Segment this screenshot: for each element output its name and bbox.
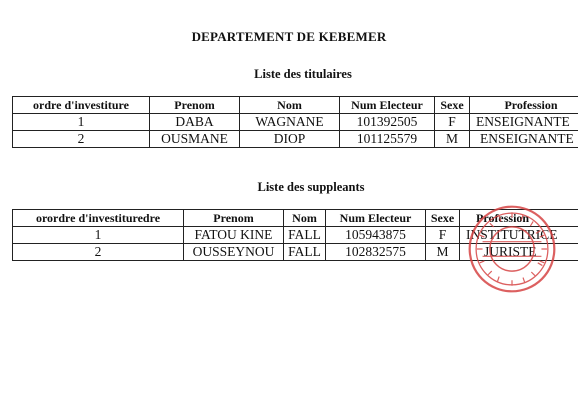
cell-nom: WAGNANE — [240, 114, 340, 131]
titulaires-title: Liste des titulaires — [254, 67, 352, 81]
cell-ordre: 2 — [13, 131, 150, 148]
cell-profession: ENSEIGNANTE — [470, 131, 578, 148]
header-ordre: orordre d'investituredre — [13, 210, 184, 227]
suppleants-table — [12, 209, 578, 261]
header-ordre: ordre d'investiture — [13, 97, 150, 114]
header-nom: Nom — [284, 210, 326, 227]
cell-profession: INSTITUTRICE — [460, 227, 578, 244]
cell-num-electeur: 101125579 — [340, 131, 435, 148]
table-header-row — [13, 210, 578, 227]
titulaires-table — [12, 96, 578, 148]
table-row — [13, 244, 578, 261]
cell-sexe: F — [435, 114, 470, 131]
cell-num-electeur: 105943875 — [326, 227, 426, 244]
header-sexe: Sexe — [435, 97, 470, 114]
cell-num-electeur: 101392505 — [340, 114, 435, 131]
header-sexe: Sexe — [426, 210, 460, 227]
cell-sexe: M — [426, 244, 460, 261]
table-row — [13, 227, 578, 244]
header-prenom: Prenom — [184, 210, 284, 227]
suppleants-title: Liste des suppleants — [257, 180, 365, 194]
header-profession: Profession — [460, 210, 578, 227]
table-header-row — [13, 97, 578, 114]
table-row — [13, 114, 578, 131]
header-num-electeur: Num Electeur — [340, 97, 435, 114]
department-title: DEPARTEMENT DE KEBEMER — [191, 29, 387, 44]
cell-nom: FALL — [284, 244, 326, 261]
cell-ordre: 2 — [13, 244, 184, 261]
cell-prenom: DABA — [150, 114, 240, 131]
header-nom: Nom — [240, 97, 340, 114]
cell-prenom: OUSSEYNOU — [184, 244, 284, 261]
cell-sexe: M — [435, 131, 470, 148]
header-num-electeur: Num Electeur — [326, 210, 426, 227]
cell-ordre: 1 — [13, 227, 184, 244]
cell-ordre: 1 — [13, 114, 150, 131]
cell-prenom: FATOU KINE — [184, 227, 284, 244]
cell-sexe: F — [426, 227, 460, 244]
table-row — [13, 131, 578, 148]
cell-prenom: OUSMANE — [150, 131, 240, 148]
cell-num-electeur: 102832575 — [326, 244, 426, 261]
cell-nom: DIOP — [240, 131, 340, 148]
header-prenom: Prenom — [150, 97, 240, 114]
cell-profession: JURISTE — [460, 244, 578, 261]
cell-nom: FALL — [284, 227, 326, 244]
cell-profession: ENSEIGNANTE — [470, 114, 578, 131]
header-profession: Profession — [470, 97, 578, 114]
